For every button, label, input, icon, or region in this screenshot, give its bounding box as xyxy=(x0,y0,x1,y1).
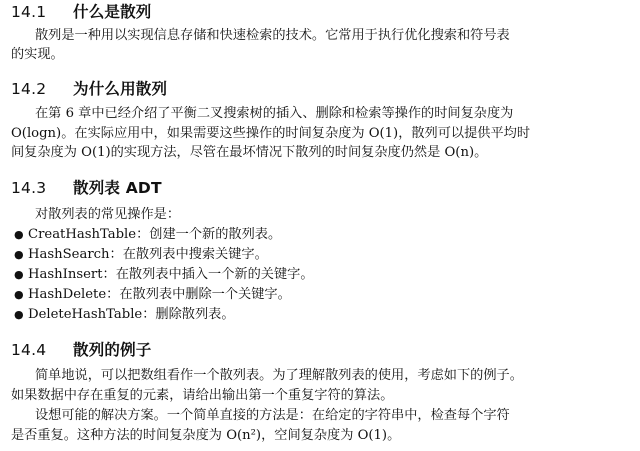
section-number: 14.4 xyxy=(11,341,47,359)
section-number: 14.2 xyxy=(11,80,47,98)
paragraph-line: 简单地说，可以把数组看作一个散列表。为了理解散列表的使用，考虑如下的例子。 xyxy=(35,368,523,383)
section-heading-14-4 xyxy=(11,341,152,359)
section-number: 14.3 xyxy=(11,179,47,197)
list-item-text: CreatHashTable：创建一个新的散列表。 xyxy=(28,227,282,242)
paragraph-line: 对散列表的常见操作是： xyxy=(35,207,181,222)
paragraph-line: 间复杂度为 O(1)的实现方法，尽管在最坏情况下散列的时间复杂度仍然是 O(n)。 xyxy=(11,145,488,160)
paragraph-line: 设想可能的解决方案。一个简单直接的方法是：在给定的字符串中，检查每个字符 xyxy=(35,408,510,423)
section-heading-14-2 xyxy=(11,80,167,98)
section-title: 什么是散列 xyxy=(73,3,152,21)
list-item-text: HashDelete：在散列表中删除一个关键字。 xyxy=(28,287,291,302)
list-item-text: HashInsert：在散列表中插入一个新的关键字。 xyxy=(28,267,314,282)
paragraph-line: O(logn)。在实际应用中，如果需要这些操作的时间复杂度为 O(1)，散列可以提供平均时 xyxy=(11,126,531,141)
list-item xyxy=(14,266,314,284)
list-item-text: DeleteHashTable：删除散列表。 xyxy=(28,307,235,322)
bullet-icon: ● xyxy=(14,288,24,301)
paragraph-line: 在第 6 章中已经介绍了平衡二叉搜索树的插入、删除和检索等操作的时间复杂度为 xyxy=(35,106,514,121)
section-title: 散列表 ADT xyxy=(73,179,162,197)
bullet-icon: ● xyxy=(14,228,24,241)
bullet-icon: ● xyxy=(14,308,24,321)
list-item xyxy=(14,246,268,264)
section-number: 14.1 xyxy=(11,3,47,21)
section-heading-14-1 xyxy=(11,3,152,21)
section-title: 散列的例子 xyxy=(73,341,152,359)
list-item xyxy=(14,226,281,244)
list-item xyxy=(14,286,291,304)
list-item-text: HashSearch：在散列表中搜索关键字。 xyxy=(28,247,268,262)
paragraph-line: 散列是一种用以实现信息存储和快速检索的技术。它常用于执行优化搜索和符号表 xyxy=(35,28,510,43)
bullet-icon: ● xyxy=(14,268,24,281)
paragraph-line: 如果数据中存在重复的元素，请给出输出第一个重复字符的算法。 xyxy=(11,388,394,403)
list-item xyxy=(14,306,235,324)
section-title: 为什么用散列 xyxy=(73,80,168,98)
paragraph-line: 的实现。 xyxy=(11,47,64,62)
paragraph-line: 是否重复。这种方法的时间复杂度为 O(n²)，空间复杂度为 O(1)。 xyxy=(11,428,401,443)
bullet-icon: ● xyxy=(14,248,24,261)
section-heading-14-3 xyxy=(11,179,162,197)
